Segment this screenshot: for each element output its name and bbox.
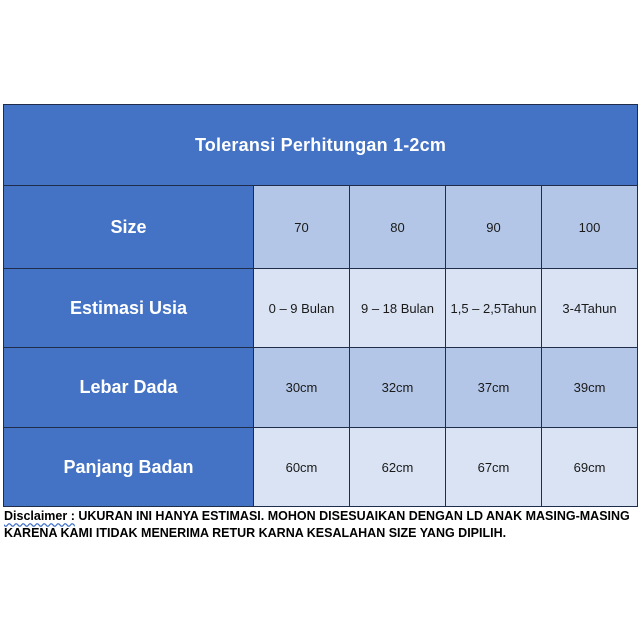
chest-width-cell: 32cm bbox=[350, 348, 446, 428]
disclaimer-note bbox=[4, 508, 634, 542]
title-row bbox=[4, 105, 638, 186]
size-cell: 80 bbox=[350, 186, 446, 269]
chest-width-cell: 37cm bbox=[446, 348, 542, 428]
body-length-cell: 60cm bbox=[254, 428, 350, 507]
size-cell: 100 bbox=[542, 186, 638, 269]
body-length-cell: 69cm bbox=[542, 428, 638, 507]
disclaimer-lead: Disclaimer : bbox=[4, 509, 75, 523]
size-cell: 90 bbox=[446, 186, 542, 269]
row-label-chest-width: Lebar Dada bbox=[4, 348, 254, 428]
chest-width-row bbox=[4, 348, 638, 428]
size-cell: 70 bbox=[254, 186, 350, 269]
row-label-size: Size bbox=[4, 186, 254, 269]
age-cell: 3-4Tahun bbox=[542, 269, 638, 348]
body-length-row bbox=[4, 428, 638, 507]
age-cell: 9 – 18 Bulan bbox=[350, 269, 446, 348]
size-chart-table bbox=[3, 104, 638, 507]
row-label-body-length: Panjang Badan bbox=[4, 428, 254, 507]
age-row bbox=[4, 269, 638, 348]
row-label-age: Estimasi Usia bbox=[4, 269, 254, 348]
chest-width-cell: 39cm bbox=[542, 348, 638, 428]
size-row bbox=[4, 186, 638, 269]
body-length-cell: 67cm bbox=[446, 428, 542, 507]
age-cell: 1,5 – 2,5Tahun bbox=[446, 269, 542, 348]
disclaimer-text: UKURAN INI HANYA ESTIMASI. MOHON DISESUAIKAN DENGAN LD ANAK MASING-MASING KARENA KAMI ITIDAK MENERIMA RETUR KARNA KESALAHAN SIZE YANG DIPILIH. bbox=[4, 509, 630, 540]
body-length-cell: 62cm bbox=[350, 428, 446, 507]
chest-width-cell: 30cm bbox=[254, 348, 350, 428]
age-cell: 0 – 9 Bulan bbox=[254, 269, 350, 348]
table-title: Toleransi Perhitungan 1-2cm bbox=[4, 105, 638, 186]
